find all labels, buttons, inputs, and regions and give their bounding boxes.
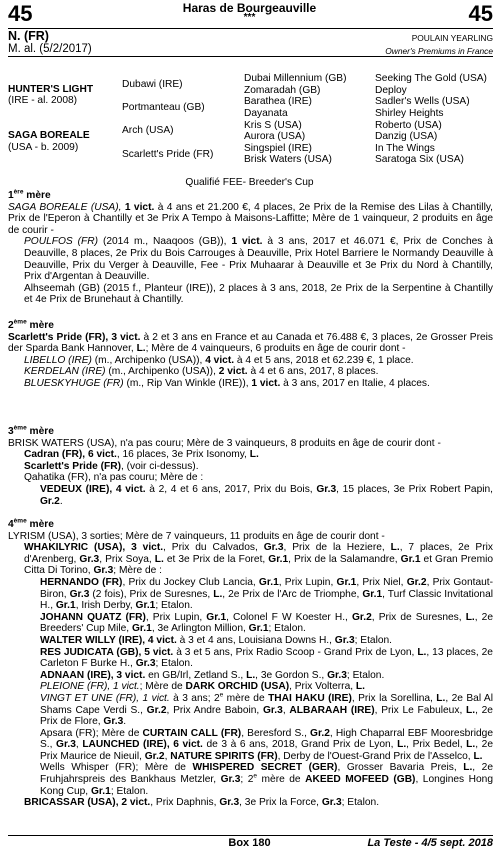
gen3-item: Dayanata [244, 108, 288, 119]
produce-entry: Cadran (FR), 6 vict., 16 places, 3e Prix Isonomy, L. [24, 449, 259, 461]
dam-info: (USA - b. 2009) [8, 142, 79, 153]
gen4-item: Saratoga Six (USA) [375, 154, 464, 165]
gen3-item: Dubai Millennium (GB) [244, 73, 347, 84]
pedigree-divider-top [8, 56, 493, 57]
dam-paragraph: SAGA BOREALE (USA), 1 vict. à 4 ans et 21.200 €, 4 places, 2e Prix de la Remise des Lilas à Chantilly, Prix de l'Eperon à Chantilly et 3e Prix A Tempo à Maisons-Laffitte; Mère de 1 vainqueur, 2 produits en âge de courir - [8, 201, 493, 236]
gen4-item: In The Wings [375, 143, 435, 154]
produce-entry: POULFOS (FR) (2014 m., Naaqoos (GB)), 1 vict. à 3 ans, 2017 et 46.071 €, Prix de Conches à Deauville, 8 places, 2e Prix du Bois Carrouges à Deauville, Prix Hotel Barriere le Normandy Deauville à Deauville, Prix du Verger à Deauville, Fee - Prix Muhaarar à Deauville et 3e Prix du Nord à Chantilly, Prix d'Argentan à Deauville. [24, 236, 493, 283]
gen2-item: Arch (USA) [122, 125, 174, 136]
produce-entry: WHAKILYRIC (USA), 3 vict., Prix du Calvados, Gr.3, Prix de la Heziere, L., 7 places, 2e Prix d'Arenberg, Gr.3, Prix Soya, L. et 3e Prix de la Foret, Gr.1, Prix de la Salamandre, Gr.1 et Gran Premio Citta Di Torino, Gr.3; Mère de : [24, 542, 494, 577]
first-dam-section [8, 190, 493, 306]
section-heading: 1ère mère [8, 188, 51, 201]
gen3-item: Kris S (USA) [244, 120, 302, 131]
gen4-item: Seeking The Gold (USA) [375, 73, 487, 84]
footer-divider [8, 835, 493, 836]
box-number: Box 180 [228, 837, 271, 849]
header-divider [8, 28, 493, 29]
qualification-note: Qualifié FEE- Breeder's Cup [185, 177, 314, 188]
produce-entry: HERNANDO (FR), Prix du Jockey Club Lancia, Gr.1, Prix Lupin, Gr.1, Prix Niel, Gr.2, Prix Gontaut-Biron, Gr.3 (2 fois), Prix de Suresnes, L., 2e Prix de l'Arc de Triomphe, Gr.1, Turf Classic Invitational H., Gr.1, Irish Derby, Gr.1; Etalon. [40, 576, 494, 612]
owner-premiums: Owner's Premiums in France [385, 46, 493, 56]
consignor-stars: *** [243, 12, 256, 23]
gen2-item: Dubawi (IRE) [122, 79, 183, 90]
horse-sex-dob: M. al. (5/2/2017) [8, 43, 92, 55]
produce-entry: WALTER WILLY (IRE), 4 vict. à 3 et 4 ans, Louisiana Downs H., Gr.3; Etalon. [40, 634, 393, 646]
consignor-title: Haras de Bourgeauville [182, 1, 317, 15]
gen4-item: Danzig (USA) [375, 131, 438, 142]
lot-number-right: 45 [468, 1, 493, 26]
gen3-item: Singspiel (IRE) [244, 143, 312, 154]
gen3-item: Aurora (USA) [244, 131, 306, 142]
gen4-item: Deploy [375, 85, 407, 96]
produce-entry: Wells Whisper (FR); Mère de WHISPERED SECRET (GER), Grosser Bavaria Preis, L., 2e Fruhjahrspreis des Bankhaus Metzler, Gr.3; 2e mère de AKEED MOFEED (GB), Longines Hong Kong Cup, Gr.1; Etalon. [40, 762, 493, 797]
dam-name: SAGA BOREALE [8, 130, 90, 141]
gen4-item: Roberto (USA) [375, 120, 442, 131]
produce-entry: PLEIONE (FR), 1 vict.; Mère de DARK ORCHID (USA), Prix Volterra, L. [40, 681, 365, 693]
dam-paragraph: BRISK WATERS (USA), n'a pas couru; Mère de 3 vainqueurs, 8 produits en âge de courir dont - [8, 437, 441, 449]
gen2-item: Portmanteau (GB) [122, 102, 205, 113]
produce-entry: ADNAAN (IRE), 3 vict. en GB/Irl, Zetland S., L., 3e Gordon S., Gr.3; Etalon. [40, 669, 385, 681]
gen3-item: Barathea (IRE) [244, 96, 312, 107]
produce-entry: KERDELAN (IRE) (m., Archipenko (USA)), 2 vict. à 4 et 6 ans, 2017, 8 places. [24, 366, 379, 378]
produce-entry: BLUESKYHUGE (FR) (m., Rip Van Winkle (IRE)), 1 vict. à 3 ans, 2017 en Italie, 4 places. [24, 377, 430, 389]
second-dam-section [8, 320, 493, 390]
produce-entry: JOHANN QUATZ (FR), Prix Lupin, Gr.1, Colonel F W Koester H., Gr.2, Prix de Suresnes, L., 2e Breeders' Cup Mile, Gr.1, 3e Arlington Million, Gr.1; Etalon. [40, 611, 494, 635]
dam-paragraph: LYRISM (USA), 3 sorties; Mère de 7 vainqueurs, 11 produits en âge de courir dont - [8, 530, 385, 542]
lot-number-left: 45 [8, 1, 33, 26]
dam-paragraph: Scarlett's Pride (FR), 3 vict. à 2 et 3 ans en France et au Canada et 76.488 €, 3 places, 2e Grosser Preis der Sparda Bank Hannover, L.; Mère de 4 vainqueurs, 6 produits en âge de courir dont - [8, 331, 493, 355]
produce-entry: BRICASSAR (USA), 2 vict., Prix Daphnis, Gr.3, 3e Prix la Force, Gr.3; Etalon. [24, 797, 380, 809]
gen2-item: Scarlett's Pride (FR) [122, 149, 214, 160]
produce-entry: RES JUDICATA (GB), 5 vict. à 3 et 5 ans, Prix Radio Scoop - Grand Prix de Lyon, L., 13 places, 2e Carleton F Burke H., Gr.3; Etalon. [40, 646, 493, 670]
produce-entry: VINGT ET UNE (FR), 1 vict. à 3 ans; 2e mère de THAI HAKU (IRE), Prix la Sorellina, L., 2e Bal Al Shams Cape Verdi S., Gr.2, Prix Andre Baboin, Gr.3, ALBARAAH (IRE), Prix Le Fabuleux, L., 2e Prix de Flore, Gr.3. [40, 691, 493, 728]
gen3-item: Zomaradah (GB) [244, 85, 321, 96]
produce-entry: VEDEUX (IRE), 4 vict. à 2, 4 et 6 ans, 2017, Prix du Bois, Gr.3, 15 places, 3e Prix Robert Papin, Gr.2. [40, 483, 493, 507]
sire-info: (IRE - al. 2008) [8, 95, 78, 106]
produce-entry: Apsara (FR); Mère de CURTAIN CALL (FR), Beresford S., Gr.2, High Chaparral EBF Mooresbridge S., Gr.3, LAUNCHED (IRE), 6 vict. de 3 à 6 ans, 2018, Grand Prix de Lyon, L., Prix Bedel, L., 2e Prix Maurice de Nieuil, Gr.2, NATURE SPIRITS (FR), Derby de l'Ouest-Grand Prix de l'Asselco, L. [40, 727, 493, 762]
sale-info: La Teste - 4/5 sept. 2018 [367, 837, 493, 849]
produce-entry: Scarlett's Pride (FR), (voir ci-dessus). [24, 460, 199, 472]
fourth-dam-section [8, 519, 493, 809]
produce-entry: Alhseemah (GB) (2015 f., Planteur (IRE)), 2 places à 3 ans, 2018, 2e Prix de la Serpentine à Chantilly et 4e Prix de Brunehaut à Chantilly. [24, 282, 493, 306]
section-heading: 3ème mère [8, 424, 54, 437]
produce-entry: Qahatika (FR), n'a pas couru; Mère de : [24, 472, 204, 484]
third-dam-section [8, 426, 493, 507]
horse-category: POULAIN YEARLING [411, 33, 493, 43]
gen3-item: Brisk Waters (USA) [244, 154, 332, 165]
gen4-item: Sadler's Wells (USA) [375, 96, 470, 107]
produce-entry: LIBELLO (IRE) (m., Archipenko (USA)), 4 vict. à 4 et 5 ans, 2018 et 62.239 €, 1 place. [24, 354, 414, 366]
sire-name: HUNTER'S LIGHT [8, 84, 94, 95]
section-heading: 4ème mère [8, 517, 54, 530]
horse-name: N. (FR) [8, 29, 49, 43]
section-heading: 2ème mère [8, 318, 54, 331]
gen4-item: Shirley Heights [375, 108, 444, 119]
